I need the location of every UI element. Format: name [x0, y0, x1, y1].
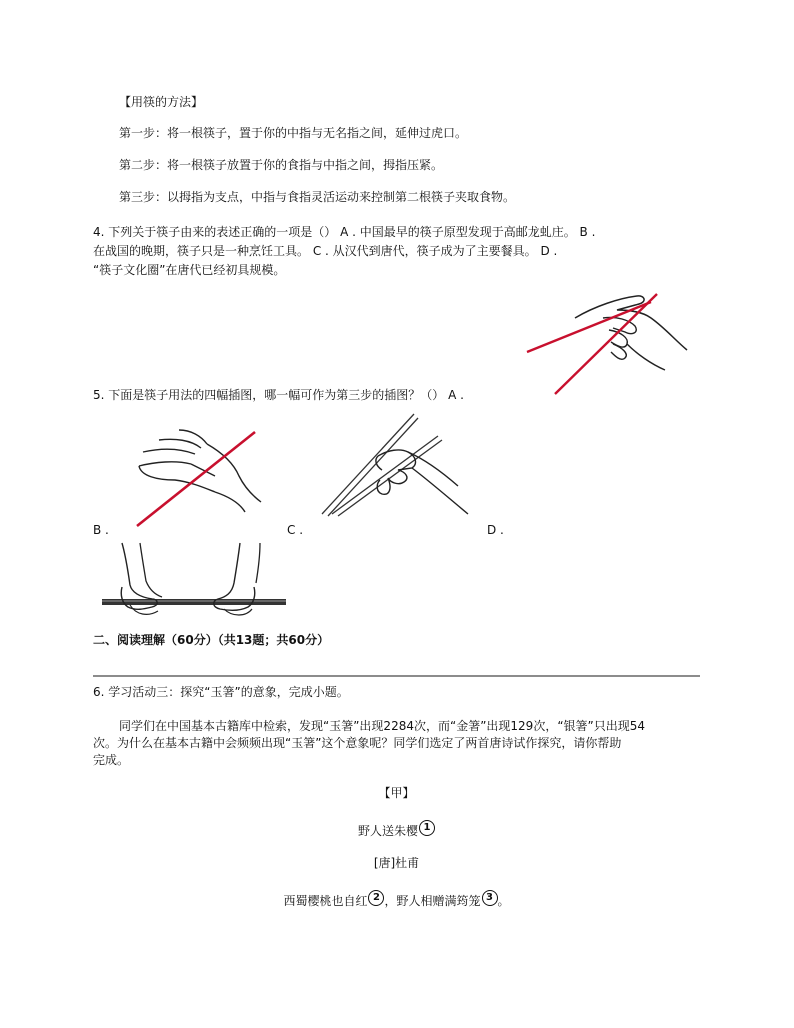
poem-author: [唐]杜甫 — [373, 856, 420, 870]
note-marker-1: 1 — [419, 820, 435, 836]
q4-line-2: 在战国的晚期，筷子只是一种烹饪工具。 C . 从汉代到唐代，筷子成为了主要餐具。 D . — [93, 244, 558, 258]
section-2-title: 二、阅读理解（60分）（共13题；共60分） — [93, 633, 330, 647]
q5-label-d: D . — [487, 523, 504, 537]
verse-part-1: 西蜀樱桃也自红 — [283, 894, 368, 908]
poem-verse-1 — [93, 890, 700, 910]
section-divider — [93, 675, 700, 677]
method-step-3: 第三步：以拇指为支点，中指与食指灵活运动来控制第二根筷子夹取食物。 — [119, 190, 516, 204]
method-step-2: 第二步：将一根筷子放置于你的食指与中指之间，拇指压紧。 — [119, 158, 444, 172]
q5-label-b: B . — [93, 523, 109, 537]
illustration-b-open-hand — [135, 426, 265, 530]
q6-paragraph-line-3: 完成。 — [93, 753, 130, 767]
verse-part-2: ，野人相赠满筠笼 — [384, 894, 481, 908]
q5-label-c: C . — [287, 523, 304, 537]
poem-title-text: 野人送朱樱 — [357, 824, 418, 838]
q6-paragraph-line-1: 同学们在中国基本古籍库中检索，发现“玉箸”出现2284次，而“金箸”出现129次，“银箸”只出现54 — [119, 719, 646, 733]
illustration-a-hand-chopsticks — [525, 288, 690, 398]
verse-end: 。 — [497, 894, 510, 908]
q6-paragraph-line-2: 次。为什么在基本古籍中会频频出现“玉箸”这个意象呢？同学们选定了两首唐诗试作探究，请你帮助 — [93, 736, 622, 750]
note-marker-2: 2 — [368, 890, 384, 906]
poem-title — [93, 820, 700, 840]
q6-title: 6. 学习活动三：探究“玉箸”的意象，完成小题。 — [93, 685, 349, 699]
illustration-c-two-chopsticks — [318, 410, 478, 520]
q4-line-1: 4. 下列关于筷子由来的表述正确的一项是（） A . 中国最早的筷子原型发现于高邮龙虬庄。 B . — [93, 225, 596, 239]
poem-jia-label: 【甲】 — [378, 786, 415, 800]
method-step-1: 第一步：将一根筷子，置于你的中指与无名指之间，延伸过虎口。 — [119, 126, 468, 140]
illustration-d-two-hands — [100, 541, 290, 619]
note-marker-3: 3 — [482, 890, 498, 906]
q5-text: 5. 下面是筷子用法的四幅插图，哪一幅可作为第三步的插图？（） A . — [93, 388, 464, 402]
q4-line-3: “筷子文化圈”在唐代已经初具规模。 — [93, 263, 286, 277]
method-heading: 【用筷的方法】 — [119, 95, 204, 109]
